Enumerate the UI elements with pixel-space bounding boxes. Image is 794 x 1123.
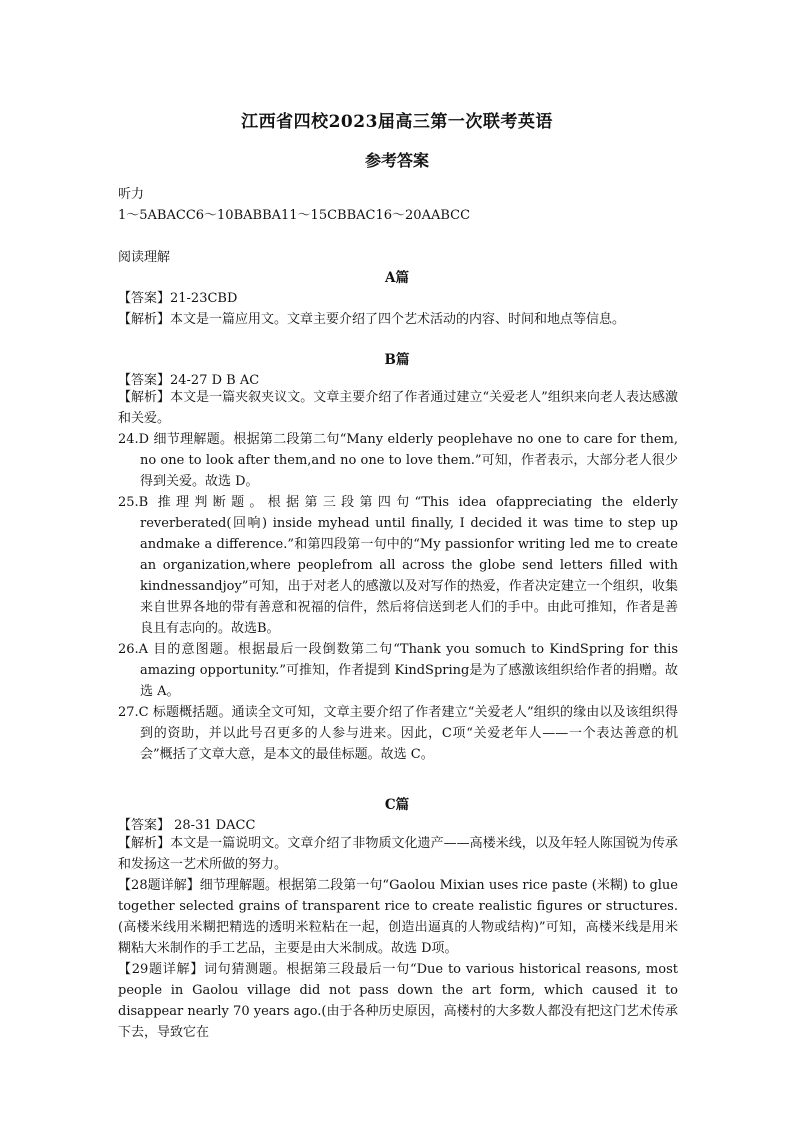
question-28-explanation: 【28题详解】细节理解题。根据第二段第一句“Gaolou Mixian uses rice paste (米糊) to glue together selected grains of transparent rice to create realistic figures or structures.(高楼米线用米糊把精选的透明米粒粘在一起，创造出逼真的人物或结构)”可知，高楼米线是用米糊粘大米制作的手工艺品，主要是由大米制成。故选 D项。 <box>118 878 678 956</box>
question-26-explanation: 26.A 目的意图题。根据最后一段倒数第二句“Thank you somuch to KindSpring for this amazing opportunity.”可推知，作者提到 KindSpring是为了感激该组织给作者的捐赠。故选 A。 <box>118 642 678 699</box>
section-b-answer: 【答案】24-27 D B AC <box>118 373 260 388</box>
reading-heading: 阅读理解 <box>118 250 171 265</box>
page-title: 江西省四校2023届高三第一次联考英语 <box>241 112 553 132</box>
page-subtitle: 参考答案 <box>364 151 429 170</box>
question-24-explanation: 24.D 细节理解题。根据第二段第二句“Many elderly peoplehave no one to care for them, no one to look after them,and no one to love them.”可知，作者表示，大部分老人很少得到关爱。故选 D。 <box>118 432 678 489</box>
section-c-analysis: 【解析】本文是一篇说明文。文章介绍了非物质文化遗产——高楼米线，以及年轻人陈国锐为传承和发扬这一艺术所做的努力。 <box>118 836 678 872</box>
section-a-answer: 【答案】21-23CBD <box>118 291 238 306</box>
listening-answers: 1～5ABACC6～10BABBA11～15CBBAC16～20AABCC <box>118 208 471 223</box>
section-a-heading: A篇 <box>385 270 409 286</box>
listening-heading: 听力 <box>118 187 145 202</box>
question-27-explanation: 27.C 标题概括题。通读全文可知，文章主要介绍了作者建立“关爱老人”组织的缘由以及该组织得到的资助，并以此号召更多的人参与进来。因此，C项“关爱老年人——一个表达善意的机会”概括了文章大意，是本文的最佳标题。故选 C。 <box>118 705 678 762</box>
section-b-heading: B篇 <box>384 352 410 368</box>
section-a-analysis: 【解析】本文是一篇应用文。文章主要介绍了四个艺术活动的内容、时间和地点等信息。 <box>118 312 626 327</box>
section-c-heading: C篇 <box>384 797 410 813</box>
question-29-explanation: 【29题详解】词句猜测题。根据第三段最后一句“Due to various historical reasons, most people in Gaolou village did not pass down the art form, which caused it to disappear nearly 70 years ago.(由于各种历史原因，高楼村的大多数人都没有把这门艺术传承下去，导致它在 <box>118 962 678 1040</box>
section-c-answer: 【答案】 28-31 DACC <box>118 818 256 833</box>
section-b-analysis: 【解析】本文是一篇夹叙夹议文。文章主要介绍了作者通过建立“关爱老人”组织来向老人表达感激和关爱。 <box>118 390 678 426</box>
question-25-explanation: 25.B 推理判断题。根据第三段第四句“This idea ofappreciating the elderly reverberated(回响) inside myhead until finally, I decided it was time to step up andmake a difference.”和第四段第一句中的“My passionfor writing led me to create an organization,where peoplefrom all across the globe send letters filled with kindnessandjoy”可知，出于对老人的感激以及对写作的热爱，作者决定建立一个组织，收集来自世界各地的带有善意和祝福的信件，然后将信送到老人们的手中。由此可推知，作者是善良且有志向的。故选B。 <box>118 495 678 636</box>
